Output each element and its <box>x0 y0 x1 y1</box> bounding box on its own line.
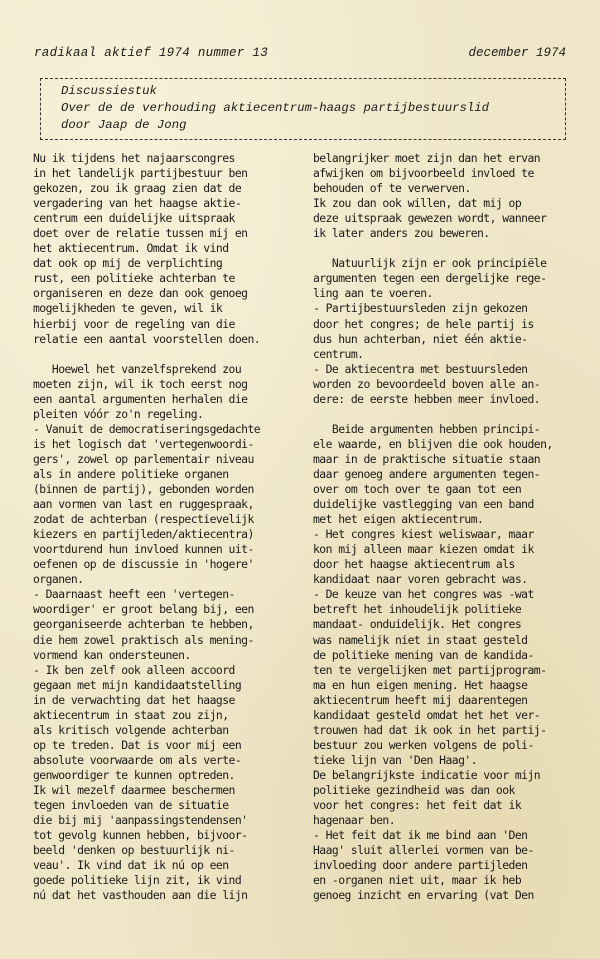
text-line: dus hun achterban, niet één aktie- <box>313 331 528 346</box>
text-line: in het landelijk partijbestuur ben <box>33 166 248 181</box>
text-line: relatie een aantal voorstellen doen. <box>33 331 261 346</box>
text-line: Natuurlijk zijn er ook principiële <box>313 256 547 271</box>
text-line: invloeding door andere partijleden <box>313 858 528 873</box>
text-line: De belangrijkste indicatie voor mijn <box>313 767 541 782</box>
text-line: nú dat het vasthouden aan die lijn <box>33 888 248 903</box>
text-line: centrum een duidelijke uitspraak <box>33 211 235 226</box>
text-line: gekozen, zou ik graag zien dat de <box>33 181 242 196</box>
text-line: vergadering van het haagse aktie- <box>33 196 242 211</box>
left-text-column <box>33 151 303 903</box>
text-line: woordiger' er groot belang bij, een <box>33 602 254 617</box>
text-line: daar genoeg andere argumenten tegen- <box>313 466 541 481</box>
text-line: - De aktiecentra met bestuursleden <box>313 361 528 376</box>
text-line: rust, een politieke achterban te <box>33 271 235 286</box>
text-line: aktiecentrum in staat zou zijn, <box>33 707 229 722</box>
text-line: over om toch over te gaan tot een <box>313 482 522 497</box>
text-line: Nu ik tijdens het najaarscongres <box>33 151 235 165</box>
text-line: - Daarnaast heeft een 'vertegen- <box>33 587 235 602</box>
text-line: die hem zowel praktisch als mening- <box>33 632 254 647</box>
issue-date: december 1974 <box>468 46 566 60</box>
text-line: en -organen niet uit, maar ik heb <box>313 873 522 888</box>
text-line: - Het feit dat ik me bind aan 'Den <box>313 828 528 843</box>
text-line: worden zo bevoordeeld boven alle an- <box>313 376 541 391</box>
text-line: ling aan te voeren. <box>313 286 433 301</box>
text-line <box>313 241 588 256</box>
text-line: mogelijkheden te geven, wil ik <box>33 301 223 316</box>
text-line: - Het congres kiest weliswaar, maar <box>313 527 534 542</box>
text-line: (binnen de partij), gebonden worden <box>33 482 254 497</box>
title-box <box>40 78 566 140</box>
text-line: Ik wil mezelf daarmee beschermen <box>33 782 235 797</box>
text-line: het aktiecentrum. Omdat ik vind <box>33 241 229 256</box>
text-line: Haag' sluit allerlei vormen van be- <box>313 843 534 858</box>
text-line: met het eigen aktiecentrum. <box>313 512 484 527</box>
text-line: die bij mij 'aanpassingstendensen' <box>33 813 248 828</box>
text-line: de politieke mening van de kandida- <box>313 647 534 662</box>
text-line: kandidaat naar voren gebracht was. <box>313 572 528 587</box>
text-line: voortdurend hun invloed kunnen uit- <box>33 542 254 557</box>
text-line: afwijken om bijvoorbeeld invloed te <box>313 166 534 181</box>
text-line: een aantal argumenten herhalen die <box>33 391 248 406</box>
box-label: Discussiestuk <box>61 84 157 98</box>
text-line: kon mij alleen maar kiezen omdat ik <box>313 542 534 557</box>
text-line: aan vormen van last en ruggespraak, <box>33 497 254 512</box>
text-line: - Partijbestuursleden zijn gekozen <box>313 301 528 316</box>
text-line: als in andere politieke organen <box>33 466 229 481</box>
text-line: zodat de achterban (respectievelijk <box>33 512 254 527</box>
text-line: dat ook op mij de verplichting <box>33 256 223 271</box>
text-line: behouden of te verwerven. <box>313 181 471 196</box>
publication-header: radikaal aktief 1974 nummer 13 <box>34 46 269 60</box>
text-line <box>33 347 303 362</box>
text-line: als kritisch volgende achterban <box>33 722 229 737</box>
text-line: ten te vergelijken met partijprogram- <box>313 662 547 677</box>
text-line: organen. <box>33 572 84 587</box>
text-line: in de verwachting dat het haagse <box>33 692 235 707</box>
text-line: veau'. Ik vind dat ik nú op een <box>33 858 229 873</box>
article-title: Over de de verhouding aktiecentrum-haags partijbestuurslid <box>61 101 490 115</box>
text-line: bestuur zou werken volgens de poli- <box>313 737 534 752</box>
text-line: - Vanuit de democratiseringsgedachte <box>33 421 261 436</box>
text-line: tegen invloeden van de situatie <box>33 798 229 813</box>
text-line: beeld 'denken op bestuurlijk ni- <box>33 843 235 858</box>
text-line: Beide argumenten hebben principi- <box>313 421 541 436</box>
text-line: centrum. <box>313 346 364 361</box>
text-line: Hoewel het vanzelfsprekend zou <box>33 361 242 376</box>
text-line: hierbij voor de regeling van die <box>33 316 235 331</box>
text-line: - De keuze van het congres was -wat <box>313 587 534 602</box>
text-line: hagenaar ben. <box>313 813 396 828</box>
text-line: argumenten tegen een dergelijke rege- <box>313 271 547 286</box>
text-line: voor het congres: het feit dat ik <box>313 798 522 813</box>
text-line: ik later anders zou beweren. <box>313 226 490 241</box>
text-line: tot gevolg kunnen hebben, bijvoor- <box>33 828 248 843</box>
text-line: Ik zou dan ook willen, dat mij op <box>313 196 522 211</box>
text-line: door het haagse aktiecentrum als <box>313 557 515 572</box>
text-line: tieke lijn van 'Den Haag'. <box>313 752 478 767</box>
text-line: politieke gezindheid was dan ook <box>313 782 515 797</box>
text-line: ma en hun eigen mening. Het haagse <box>313 677 528 692</box>
text-line: dere: de eerste hebben meer invloed. <box>313 391 541 406</box>
text-line: gers', zowel op parlementair niveau <box>33 451 254 466</box>
text-line: absolute voorwaarde om als verte- <box>33 752 242 767</box>
text-line: mandaat- onduidelijk. Het congres <box>313 617 522 632</box>
text-line: door het congres; de hele partij is <box>313 316 534 331</box>
text-line: goede politieke lijn zit, ik vind <box>33 873 242 888</box>
text-line: was namelijk niet in staat gesteld <box>313 632 528 647</box>
text-line: pleiten vóór zo'n regeling. <box>33 406 204 421</box>
text-line: georganiseerde achterban te hebben, <box>33 617 254 632</box>
text-line <box>313 407 588 422</box>
text-line: oefenen op de discussie in 'hogere' <box>33 557 254 572</box>
text-line: - Ik ben zelf ook alleen accoord <box>33 662 235 677</box>
text-line: betreft het inhoudelijk politieke <box>313 602 522 617</box>
text-line: op te treden. Dat is voor mij een <box>33 737 242 752</box>
text-line: belangrijker moet zijn dan het ervan <box>313 151 541 165</box>
text-line: genoeg inzicht en ervaring (vat Den <box>313 888 534 903</box>
text-line: moeten zijn, wil ik toch eerst nog <box>33 376 248 391</box>
text-line: ele waarde, en blijven die ook houden, <box>313 436 553 451</box>
text-line: kandidaat gesteld omdat het het ver- <box>313 707 541 722</box>
text-line: duidelijke vastlegging van een band <box>313 497 534 512</box>
text-line: organiseren en deze dan ook genoeg <box>33 286 248 301</box>
text-line: genwoordiger te kunnen optreden. <box>33 767 235 782</box>
text-line: trouwen had dat ik ook in het partij- <box>313 722 547 737</box>
text-line: vormend kan ondersteunen. <box>33 647 191 662</box>
text-line: aktiecentrum heeft mij daarentegen <box>313 692 528 707</box>
text-line: is het logisch dat 'vertegenwoordi- <box>33 436 254 451</box>
right-text-column <box>313 151 588 903</box>
text-line: kiezers en partijleden/aktiecentra) <box>33 527 254 542</box>
text-line: maar in de praktische situatie staan <box>313 451 541 466</box>
text-line: gegaan met mijn kandidaatstelling <box>33 677 242 692</box>
text-line: deze uitspraak gewezen wordt, wanneer <box>313 211 547 226</box>
article-author: door Jaap de Jong <box>61 118 187 132</box>
text-line: doet over de relatie tussen mij en <box>33 226 248 241</box>
